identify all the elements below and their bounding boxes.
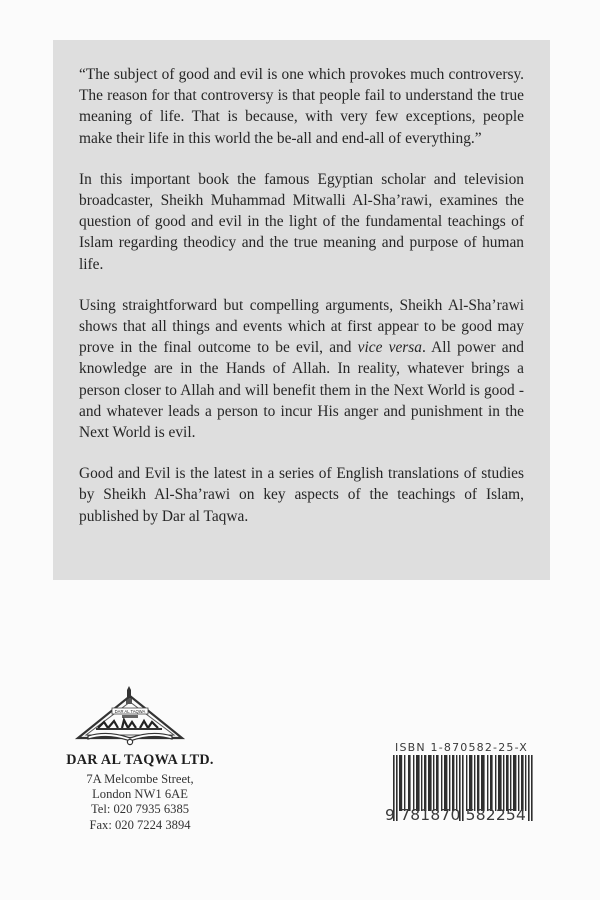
blurb-box (53, 40, 550, 580)
barcode-digits: 9 781870 582254 (385, 806, 527, 824)
argument-italic-phrase: vice versa (357, 339, 422, 357)
logo-plate-text: DAR AL TAQWA (114, 709, 146, 714)
isbn-label: ISBN 1-870582-25-X (395, 741, 528, 754)
dar-al-taqwa-logo-icon (74, 684, 186, 746)
blurb-quote-paragraph: “The subject of good and evil is one which provokes much controversy. The reason for that controversy is that people fail to understand the true meaning of life. That is because, with very few exceptions, people make their life in this world the be-all and end-all of everything.” (79, 66, 524, 147)
argument-text-end: . All power and knowledge are in the Hands of Allah. In reality, whatever brings a person closer to Allah and will benefit them in the Next World is good - and whatever leads a person to incur His anger and punishment in the Next World is evil. (79, 339, 524, 442)
publisher-address-line2: London NW1 6AE (92, 787, 188, 802)
blurb-intro-paragraph: In this important book the famous Egyptian scholar and television broadcaster, Sheikh Muhammad Mitwalli Al-Sha’rawi, examines the question of good and evil in the light of the fundamental teachings of Islam regarding theodicy and the true meaning and purpose of human life. (79, 170, 524, 273)
argument-text-start: Using straightforward but compelling arguments, Sheikh Al-Sha’rawi shows that all things and events which at first appear to be good may prove in the final outcome to be evil, and (79, 296, 524, 357)
publisher-tel: Tel: 020 7935 6385 (90, 802, 190, 817)
publisher-info (40, 752, 240, 833)
blurb-argument-paragraph (79, 295, 524, 443)
blurb-series-paragraph: Good and Evil is the latest in a series of English translations of studies by Sheikh Al-Sha’rawi on key aspects of the teachings of Islam, published by Dar al Taqwa. (79, 465, 524, 525)
barcode (385, 755, 542, 839)
publisher-address-line1: 7A Melcombe Street, (86, 772, 194, 786)
publisher-fax: Fax: 020 7224 3894 (89, 817, 191, 832)
isbn-block (385, 741, 542, 839)
publisher-name: DAR AL TAQWA LTD. (66, 752, 214, 768)
